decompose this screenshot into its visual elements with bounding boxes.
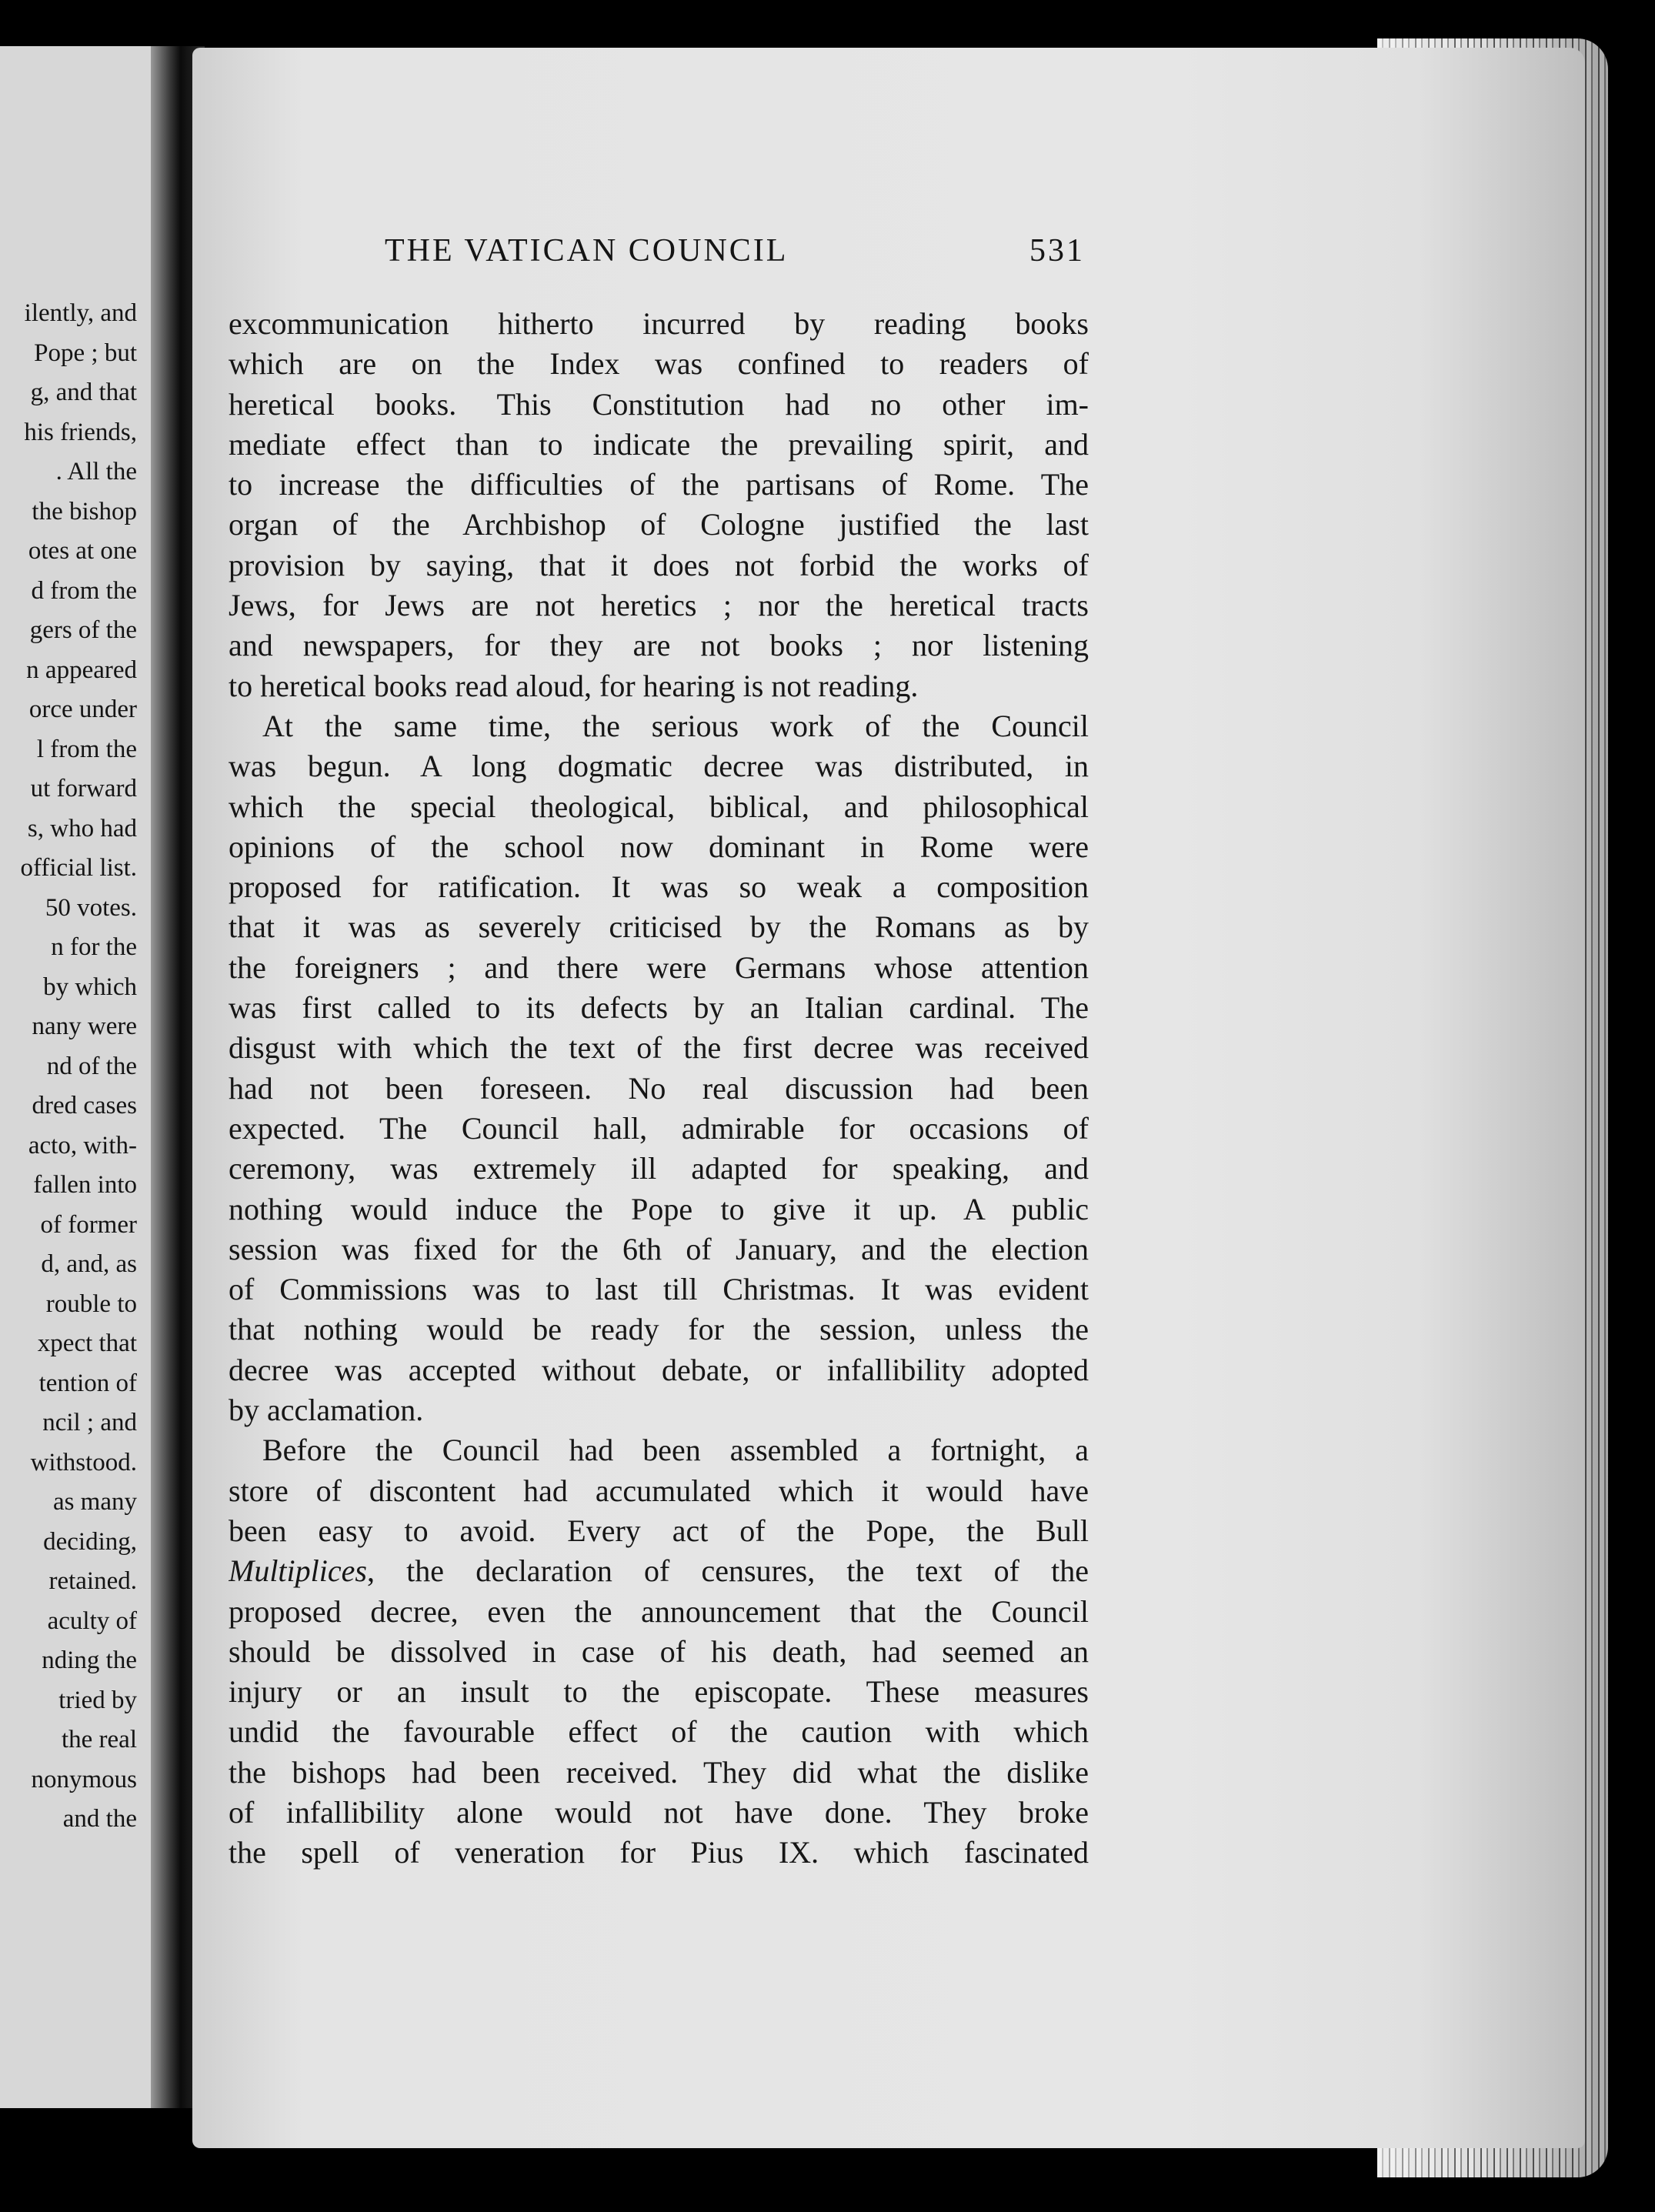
left-line: the bishop (32, 497, 137, 525)
text-line: by acclamation. (229, 1393, 424, 1428)
left-line: the real (61, 1726, 137, 1753)
left-line: his friends, (24, 418, 137, 446)
text-line: proposed decree, even the announcement that the Council (229, 1593, 1089, 1629)
text-line: Jews, for Jews are not heretics ; nor the heretical tracts (229, 588, 1089, 623)
text-line: At the same time, the serious work of the Council (262, 708, 1089, 743)
text-line: should be dissolved in case of his death, had seemed an (229, 1633, 1089, 1669)
text-line: store of discontent had accumulated which it would have (229, 1473, 1089, 1508)
text-line: the spell of veneration for Pius IX. which fascinated (229, 1835, 1089, 1870)
text-line: provision by saying, that it does not forbid the works of (229, 547, 1089, 582)
text-line: disgust with which the text of the first decree was received (229, 1030, 1089, 1066)
text-line: nothing would induce the Pope to give it up. A public (229, 1191, 1089, 1226)
text-line: injury or an insult to the episcopate. These measures (229, 1674, 1089, 1710)
text-line: of Commissions was to last till Christmas. It was evident (229, 1272, 1089, 1307)
text-line: the bishops had been received. They did what the dislike (229, 1754, 1089, 1790)
left-line: by which (43, 973, 137, 1001)
left-line: withstood. (30, 1448, 137, 1476)
left-line: ilently, and (24, 299, 137, 327)
left-line: deciding, (43, 1527, 137, 1556)
text-line: and newspapers, for they are not books ; nor listening (229, 628, 1089, 663)
left-line: acto, with- (28, 1131, 137, 1159)
left-line: orce under (28, 696, 137, 723)
left-line: xpect that (37, 1330, 137, 1357)
italic-title: Multiplices (229, 1553, 367, 1589)
text-line: was first called to its defects by an Italian cardinal. The (229, 990, 1089, 1026)
left-line: as many (52, 1488, 137, 1516)
left-line: of former (40, 1210, 137, 1239)
text-line: Multiplices, the declaration of censures, the text of the (229, 1553, 1089, 1589)
text-line: undid the favourable effect of the caution with which (229, 1714, 1089, 1750)
left-line: ncil ; and (42, 1409, 137, 1436)
left-line: s, who had (27, 814, 137, 842)
text-line: that nothing would be ready for the session, unless the (229, 1312, 1089, 1347)
left-line: aculty of (47, 1606, 137, 1635)
text-line: decree was accepted without debate, or infallibility adopted (229, 1352, 1089, 1387)
left-line: nany were (32, 1013, 137, 1040)
running-title: THE VATICAN COUNCIL (385, 233, 789, 269)
left-line: nding the (42, 1646, 137, 1674)
left-line: Pope ; but (34, 339, 137, 367)
text-line: excommunication hitherto incurred by reading books (229, 306, 1089, 341)
left-line: nonymous (31, 1765, 137, 1793)
left-line: n appeared (26, 656, 137, 684)
left-page-text (0, 294, 137, 1840)
left-line: and the (62, 1805, 137, 1833)
left-line: d, and, as (41, 1250, 137, 1278)
text-line: of infallibility alone would not have done. They broke (229, 1794, 1089, 1830)
text-line: which the special theological, biblical, and philosophical (229, 789, 1089, 824)
left-line: nd of the (46, 1052, 137, 1080)
left-line: rouble to (45, 1289, 137, 1318)
left-line: l from the (36, 735, 137, 763)
text-line: heretical books. This Constitution had no other im- (229, 386, 1089, 422)
text-line: proposed for ratification. It was so weak a composition (229, 869, 1089, 905)
page-number: 531 (1029, 233, 1085, 269)
text-line: session was fixed for the 6th of January, and the election (229, 1231, 1089, 1266)
left-line: tention of (38, 1369, 137, 1397)
left-page (0, 46, 154, 2108)
text-line: to heretical books read aloud, for hearing is not reading. (229, 668, 919, 703)
text-line: mediate effect than to indicate the prevailing spirit, and (229, 426, 1089, 462)
text-line: that it was as severely criticised by the Romans as by (229, 909, 1089, 945)
left-line: fallen into (33, 1171, 137, 1199)
left-line: official list. (20, 854, 137, 882)
left-line: n for the (51, 933, 137, 961)
left-line: dred cases (32, 1092, 137, 1119)
text-line: expected. The Council hall, admirable for occasions of (229, 1110, 1089, 1146)
text-line: which are on the Index was confined to readers of (229, 346, 1089, 382)
left-line: d from the (31, 576, 137, 605)
left-line: 50 votes. (45, 893, 137, 922)
left-line: ut forward (30, 775, 137, 802)
left-line: . All the (55, 458, 137, 485)
text-line: had not been foreseen. No real discussion had been (229, 1070, 1089, 1106)
text-line: the foreigners ; and there were Germans whose attention (229, 949, 1089, 985)
left-line: otes at one (28, 537, 137, 565)
left-line: gers of the (29, 616, 137, 644)
left-line: retained. (48, 1567, 137, 1595)
text-line: opinions of the school now dominant in Rome were (229, 829, 1089, 864)
text-line: Before the Council had been assembled a fortnight, a (262, 1433, 1089, 1468)
text-line: was begun. A long dogmatic decree was distributed, in (229, 749, 1089, 784)
left-line: g, and that (30, 379, 137, 406)
text-line: to increase the difficulties of the partisans of Rome. The (229, 467, 1089, 502)
text-line: organ of the Archbishop of Cologne justified the last (229, 507, 1089, 542)
text-line: been easy to avoid. Every act of the Pope, the Bull (229, 1513, 1089, 1548)
body-text (229, 304, 1089, 1873)
text-line: ceremony, was extremely ill adapted for speaking, and (229, 1151, 1089, 1186)
left-line: tried by (58, 1686, 137, 1714)
